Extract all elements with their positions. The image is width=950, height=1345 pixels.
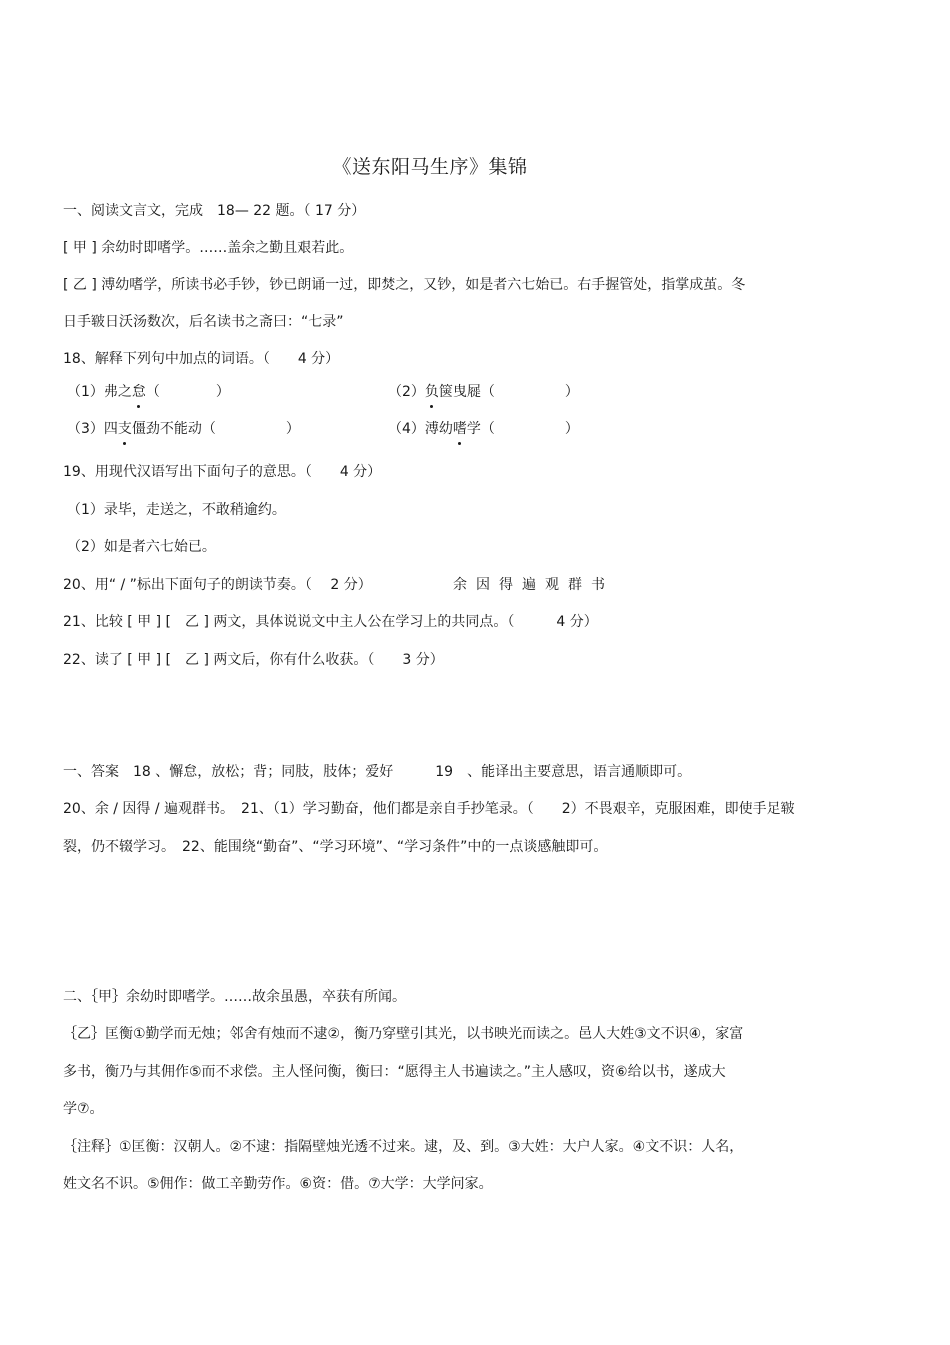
q18-item-2-dotted-word: 负 <box>424 384 439 400</box>
passage-jia: [ 甲 ] 余幼时即嗜学。……盖余之勤且艰若此。 <box>63 240 354 256</box>
q18-item-2-post: 箧曳屣（ ） <box>438 384 579 400</box>
answers-line2: 20、余 / 因得 / 遍观群书。 21、（1）学习勤奋，他们都是亲自手抄笔录。（ 2）不畏艰辛，克服困难，即使手足皲 <box>63 801 795 817</box>
q18-item-1-post: （ ） <box>145 384 230 400</box>
section2-jia: 二、｛甲｝余幼时即嗜学。……故余虽愚，卒获有所闻。 <box>63 989 406 1005</box>
q18-item-4-pre: （4）溥幼 <box>388 421 453 437</box>
passage-yi-line2: 日手皲日沃汤数次，后名读书之斋曰：“七录” <box>63 314 344 330</box>
q18-item-1 <box>67 382 230 402</box>
answers-line1: 一、答案 18 、懈怠，放松；背；同肢，肢体；爱好 19 、能译出主要意思，语言通顺即可。 <box>63 764 692 780</box>
q19-item-1: （1）录毕，走送之，不敢稍逾约。 <box>67 502 286 518</box>
section2-yi-line1: ｛乙｝匡衡①勤学而无烛；邻舍有烛而不逮②，衡乃穿壁引其光，以书映光而读之。邑人大姓③文不识④，家富 <box>63 1026 744 1042</box>
q18-item-4-dotted-word: 嗜 <box>452 421 467 437</box>
passage-yi-line1: [ 乙 ] 溥幼嗜学，所读书必手钞，钞已朗诵一过，即焚之，又钞，如是者六七始已。右手握管处，指掌成茧。冬 <box>63 277 746 293</box>
q18-item-1-pre: （1）弗之 <box>67 384 132 400</box>
question-21: 21、比较 [ 甲 ] [ 乙 ] 两文，具体说说文中主人公在学习上的共同点。（ 4 分） <box>63 614 598 630</box>
question-19: 19、用现代汉语写出下面句子的意思。（ 4 分） <box>63 464 382 480</box>
question-18: 18、解释下列句中加点的词语。（ 4 分） <box>63 351 340 367</box>
q18-item-2 <box>388 382 579 402</box>
question-20: 20、用“ / ”标出下面句子的朗读节奏。（ 2 分） <box>63 577 372 593</box>
question-22: 22、读了 [ 甲 ] [ 乙 ] 两文后，你有什么收获。（ 3 分） <box>63 652 444 668</box>
q20-sentence: 余因得遍观群书 <box>453 577 614 593</box>
q18-item-1-dotted-word: 怠 <box>131 384 146 400</box>
section2-note-line1: ｛注释｝①匡衡：汉朝人。②不逮：指隔壁烛光透不过来。逮，及、到。③大姓：大户人家。④文不识：人名， <box>63 1139 744 1155</box>
q18-item-4-post: 学（ ） <box>466 421 579 437</box>
q18-item-2-pre: （2） <box>388 384 425 400</box>
q18-item-3-pre: （3）四 <box>67 421 118 437</box>
q18-item-3-dotted-word: 支 <box>117 421 132 437</box>
section2-yi-line3: 学⑦。 <box>63 1101 104 1117</box>
section1-intro: 一、阅读文言文，完成 18— 22 题。（ 17 分） <box>63 203 366 219</box>
q18-item-3 <box>67 419 300 439</box>
section2-note-line2: 姓文名不识。⑤佣作：做工辛勤劳作。⑥资：借。⑦大学：大学问家。 <box>63 1176 493 1192</box>
answers-line3: 裂，仍不辍学习。 22、能围绕“勤奋”、“学习环境”、“学习条件”中的一点谈感触即可。 <box>63 839 608 855</box>
q18-item-3-post: 僵劲不能动（ ） <box>131 421 300 437</box>
q18-item-4 <box>388 419 579 439</box>
q19-item-2: （2）如是者六七始已。 <box>67 539 216 555</box>
page-title: 《送东阳马生序》集锦 <box>332 156 528 178</box>
section2-yi-line2: 多书，衡乃与其佣作⑤而不求偿。主人怪问衡，衡曰：“愿得主人书遍读之。”主人感叹，资⑥给以书，遂成大 <box>63 1064 726 1080</box>
